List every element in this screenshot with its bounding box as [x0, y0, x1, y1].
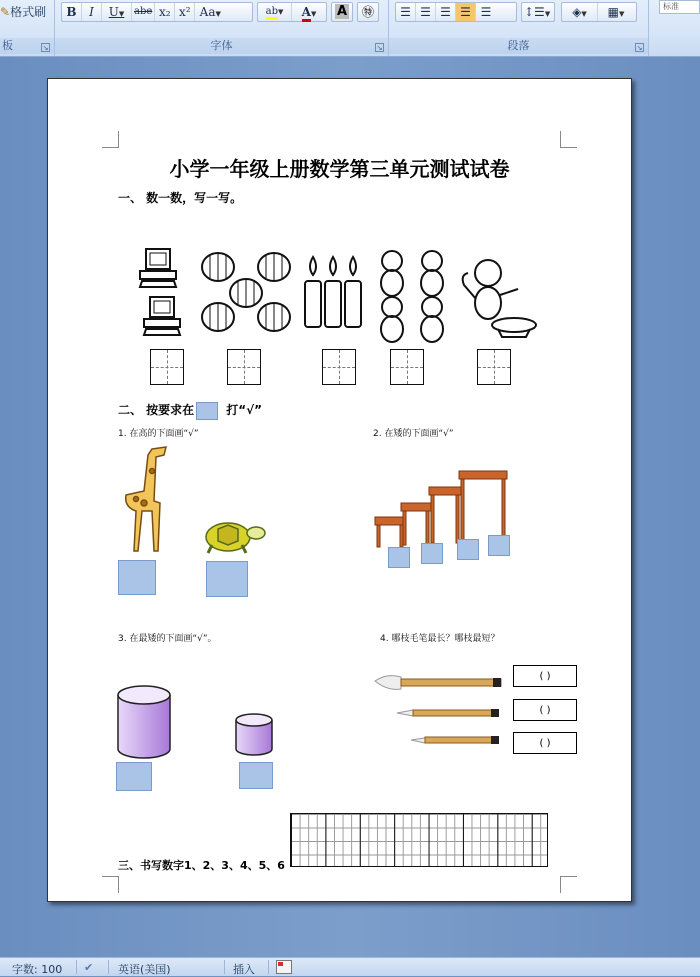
styles-group [649, 0, 700, 56]
align-center-icon: ☰ [420, 5, 431, 19]
italic-button[interactable]: I [82, 3, 102, 21]
change-case-button[interactable]: Aa▼ [199, 5, 221, 19]
answer-box[interactable] [118, 560, 156, 595]
writing-grid-box[interactable] [390, 349, 424, 385]
section3-heading: 三、书写数字1、2、3、4、5、6 [118, 859, 285, 872]
word-count[interactable]: 字数: 100 [12, 963, 63, 976]
short-cylinder-illustration [234, 713, 274, 757]
align-left-button[interactable] [396, 3, 416, 21]
justify-button[interactable] [456, 3, 476, 21]
chevron-down-icon: ▼ [310, 10, 317, 18]
char-shading-button[interactable] [331, 2, 353, 22]
highlighter-icon: ab [266, 6, 278, 20]
style-gallery-normal[interactable]: 标准 [659, 0, 700, 14]
bold-button[interactable]: B [62, 3, 82, 21]
font-launcher-icon[interactable]: ↘ [376, 44, 383, 52]
status-bar [0, 957, 700, 976]
char-shading-icon: A [336, 4, 348, 19]
bear-illustration [374, 245, 450, 345]
paragraph-launcher-icon[interactable]: ↘ [636, 44, 643, 52]
color-toolbar [257, 2, 327, 22]
corner-mark [560, 876, 577, 893]
borders-button[interactable] [598, 3, 634, 21]
distributed-icon: ☰ [480, 5, 492, 19]
proofing-icon[interactable]: ✔ [84, 961, 94, 974]
question-2-text: 2. 在矮的下面画“√” [373, 429, 454, 439]
align-right-icon: ☰ [440, 5, 451, 19]
answer-box-sample [196, 402, 218, 420]
giraffe-illustration [114, 441, 174, 561]
corner-mark [102, 876, 119, 893]
section2-heading: 二、 按要求在 打“√” [118, 401, 262, 420]
strikethrough-button[interactable]: abe [132, 3, 155, 21]
document-page [47, 78, 632, 902]
answer-paren-box[interactable]: ( ) [513, 699, 577, 721]
brushes-illustration [373, 671, 503, 751]
section1-heading: 一、 数一数，写一写。 [118, 191, 243, 205]
corner-mark [102, 131, 119, 148]
writing-grid-box[interactable] [227, 349, 261, 385]
monkey-illustration [458, 255, 538, 341]
font-color-button[interactable] [292, 3, 326, 21]
align-left-icon: ☰ [400, 5, 411, 19]
paint-bucket-icon: ◈ [572, 5, 582, 19]
answer-box[interactable] [388, 547, 410, 568]
writing-grid-box[interactable] [150, 349, 184, 385]
answer-box[interactable] [116, 762, 152, 791]
borders-icon: ▦ [607, 5, 619, 19]
shading-border-toolbar [561, 2, 637, 22]
candle-illustration [303, 255, 367, 331]
writing-grid-box[interactable] [477, 349, 511, 385]
underline-button[interactable]: U▼ [102, 3, 132, 21]
document-title: 小学一年级上册数学第三单元测试试卷 [169, 157, 510, 181]
answer-box[interactable] [488, 535, 510, 556]
answer-box[interactable] [421, 543, 443, 564]
paragraph-group [389, 0, 649, 56]
format-painter-icon: ✎ [0, 5, 11, 19]
clipboard-launcher-icon[interactable]: ↘ [42, 44, 49, 52]
align-center-button[interactable] [416, 3, 436, 21]
font-group [55, 0, 389, 56]
computer-illustration [136, 245, 182, 341]
ribbon [0, 0, 700, 57]
chevron-down-icon: ▼ [618, 10, 625, 18]
question-4-text: 4. 哪枝毛笔最长？哪枝最短？ [380, 634, 500, 644]
chevron-down-icon: ▼ [581, 10, 587, 18]
writing-grid-box[interactable] [322, 349, 356, 385]
align-right-button[interactable] [436, 3, 456, 21]
align-toolbar [395, 2, 517, 22]
format-painter-button[interactable]: ✎格式刷 [0, 5, 47, 19]
turtle-illustration [198, 515, 268, 557]
enclose-char-icon: ㊕ [361, 5, 374, 19]
question-3-text: 3. 在最矮的下面画“√”。 [118, 634, 217, 644]
distributed-button[interactable] [476, 3, 496, 21]
font-group-label: 字体 [55, 38, 388, 54]
language-indicator[interactable]: 英语(美国) [118, 963, 171, 976]
corner-mark [560, 131, 577, 148]
insert-mode-indicator[interactable]: 插入 [233, 963, 255, 976]
clipboard-group [0, 0, 55, 56]
shading-button[interactable] [562, 3, 598, 21]
subscript-button[interactable]: x₂ [155, 3, 175, 21]
highlight-button[interactable] [258, 3, 292, 21]
tall-cylinder-illustration [116, 685, 172, 759]
line-spacing-button[interactable] [521, 2, 555, 22]
clipboard-group-label: 板 [0, 38, 54, 54]
question-1-text: 1. 在高的下面画“√” [118, 429, 199, 439]
chevron-down-icon: ▼ [544, 10, 551, 18]
paragraph-group-label: 段落 [389, 38, 648, 54]
font-color-icon: A [302, 5, 311, 22]
answer-paren-box[interactable]: ( ) [513, 732, 577, 754]
justify-icon: ☰ [460, 5, 471, 19]
answer-paren-box[interactable]: ( ) [513, 665, 577, 687]
font-format-toolbar [61, 2, 253, 22]
answer-box[interactable] [239, 762, 273, 789]
answer-box[interactable] [206, 561, 248, 597]
line-spacing-icon: ↕☰ [524, 5, 545, 19]
digit-writing-grid[interactable] [290, 813, 548, 867]
answer-box[interactable] [457, 539, 479, 560]
lantern-illustration [198, 245, 294, 341]
chevron-down-icon: ▼ [118, 10, 125, 18]
chevron-down-icon: ▼ [215, 10, 221, 18]
macro-record-icon[interactable] [276, 960, 292, 974]
chevron-down-icon: ▼ [277, 8, 284, 16]
enclose-char-button[interactable] [357, 2, 379, 22]
superscript-button[interactable]: x² [175, 3, 195, 21]
